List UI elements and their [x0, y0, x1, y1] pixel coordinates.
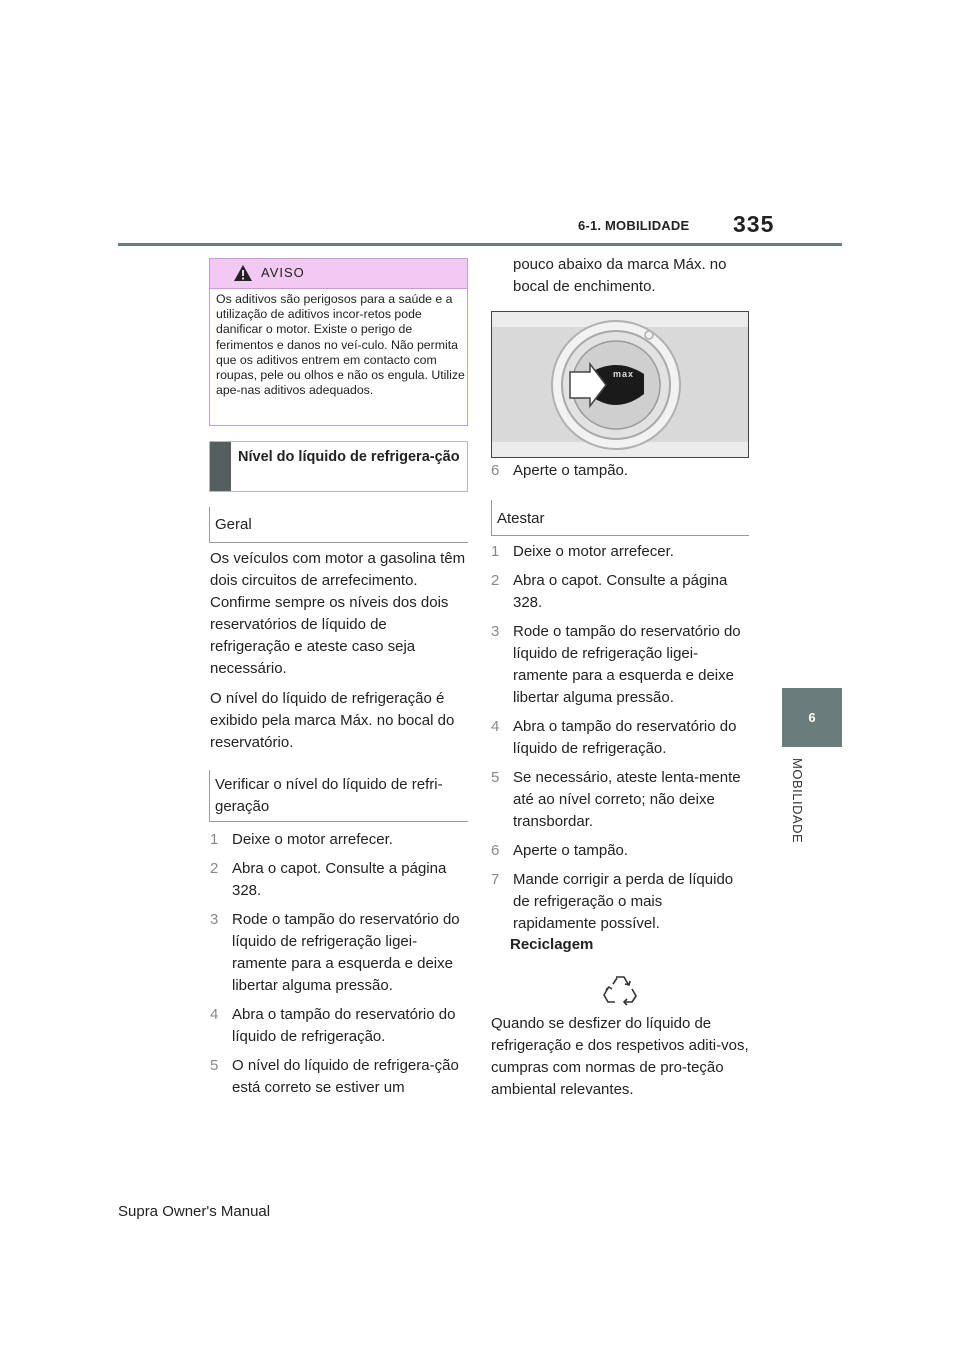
list-item: 2 Abra o capot. Consulte a página 328.: [491, 572, 728, 611]
check-steps-list: [210, 829, 468, 1106]
warning-header: [210, 259, 467, 289]
warning-text: Os aditivos são perigosos para a saúde e a utilização de aditivos incor-retos pode danificar o motor. Existe o perigo de ferimentos e danos no veí-culo. Não permita que os aditivos entrem em contacto com roupas, pele ou olhos e não os engula. Utilize ape-nas aditivos adequados.: [216, 292, 465, 398]
max-mark-label: max: [613, 369, 635, 379]
subheading-refill: Atestar: [491, 500, 749, 536]
warning-box: [209, 258, 468, 426]
list-item: 7 Mande corrigir a perda de líquido de refrigeração o mais rapidamente possível.: [491, 871, 734, 932]
section-bar: [210, 442, 231, 491]
list-item: 5 O nível do líquido de refrigera-ção está correto se estiver um: [210, 1057, 459, 1096]
page-number: 335: [733, 211, 775, 237]
list-item: 3 Rode o tampão do reservatório do líquido de refrigeração ligei-ramente para a esquerda e deixe libertar alguma pressão.: [491, 623, 741, 706]
subheading-general: Geral: [209, 507, 468, 543]
list-item: 1 Deixe o motor arrefecer.: [210, 831, 393, 848]
list-item: 4 Abra o tampão do reservatório do líquido de refrigeração.: [210, 1006, 456, 1045]
warning-title: AVISO: [261, 265, 305, 280]
left-text-block: [210, 548, 468, 754]
paragraph-continuation: pouco abaixo da marca Máx. no bocal de enchimento.: [513, 256, 727, 295]
section-header: 6-1. MOBILIDADE: [578, 218, 690, 233]
warning-icon: [233, 264, 253, 282]
list-item: 6 Aperte o tampão.: [491, 842, 629, 859]
section-title: Nível do líquido de refrigera-ção: [238, 449, 460, 465]
step-tighten-cap: 6 Aperte o tampão.: [491, 462, 629, 479]
subheading-check-level: Verificar o nível do líquido de refri-geração: [209, 770, 468, 822]
section-heading-box: [209, 441, 468, 492]
chapter-tab: 6: [782, 688, 842, 747]
coolant-cap-illustration: [492, 312, 748, 457]
paragraph-recycling: Quando se desfizer do líquido de refrigeração e dos respetivos aditi-vos, cumpras com normas de pro-teção ambiental relevantes.: [491, 1015, 749, 1098]
recycling-icon: [603, 972, 637, 1006]
header-divider: [118, 243, 842, 246]
coolant-cap-figure: [491, 311, 749, 458]
list-item: 3 Rode o tampão do reservatório do líquido de refrigeração ligei-ramente para a esquerda e deixe libertar alguma pressão.: [210, 911, 460, 994]
recycling-heading: Reciclagem: [510, 936, 594, 953]
footer-manual-title: Supra Owner's Manual: [118, 1203, 271, 1220]
list-item: 4 Abra o tampão do reservatório do líquido de refrigeração.: [491, 718, 737, 757]
refill-steps-list: [491, 541, 749, 942]
list-item: 1 Deixe o motor arrefecer.: [491, 543, 674, 560]
paragraph-circuits: Os veículos com motor a gasolina têm dois circuitos de arrefecimento. Confirme sempre os níveis dos dois reservatórios de líquido de refrigeração e ateste caso seja necessário.: [210, 550, 466, 677]
list-item: 2 Abra o capot. Consulte a página 328.: [210, 860, 447, 899]
paragraph-max-mark: O nível do líquido de refrigeração é exibido pela marca Máx. no bocal do reservatório.: [210, 690, 455, 751]
chapter-label: MOBILIDADE: [790, 758, 805, 844]
list-item: 5 Se necessário, ateste lenta-mente até ao nível correto; não deixe transbordar.: [491, 769, 741, 830]
